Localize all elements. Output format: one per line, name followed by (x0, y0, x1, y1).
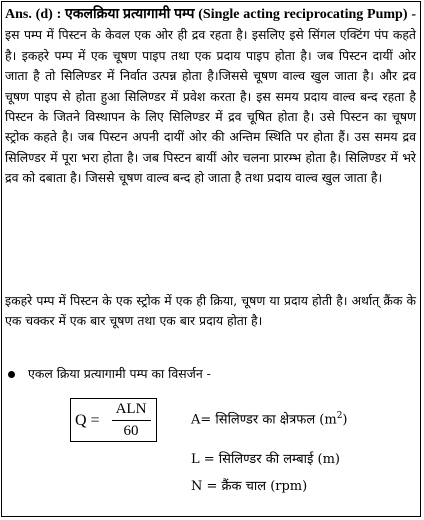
formula-box (70, 398, 157, 442)
bullet-item (5, 364, 211, 384)
answer-dash: - (407, 7, 416, 22)
formula-denominator: 60 (123, 423, 139, 439)
answer-paragraph-1 (5, 4, 416, 189)
answer-paragraph-2: इकहरे पम्प में पिस्टन के एक स्ट्रोक में एक ही क्रिया, चूषण या प्रदाय होती है। अर्थात् क्रैंक के एक चक्कर में एक बार चूषण तथा एक बार प्रदाय होता है। (5, 293, 416, 329)
legend-area-sup: 2 (336, 411, 343, 421)
legend-speed: N = क्रैंक चाल (rpm) (191, 479, 308, 494)
formula-lhs: Q = (75, 412, 100, 429)
bullet-icon (8, 371, 15, 378)
answer-label: Ans. (d) : एकलक्रिया प्रत्यागामी पम्प (Single acting reciprocating Pump) (5, 7, 408, 22)
legend-area-close: ) (342, 412, 348, 428)
answer-body-1: इस पम्प में पिस्टन के केवल एक ओर ही द्रव रहता है। इसलिए इसे सिंगल एक्टिंग पंप कहते है। इकहरे पम्प में एक चूषण पाइप तथा एक प्रदाय पाइप होता है। जब पिस्टन दायीं ओर जाता है तो सिलिण्डर में निर्वात उत्पन्न होता है।जिससे चूषण वाल्व खुल जाता है। और द्रव चूषण पाइप से होता हुआ सिलिण्डर में प्रवेश करता है। इस समय प्रदाय वाल्व बन्द रहता है पिस्टन के जितने विस्थापन के लिए सिलिण्डर में द्रव चूषित होता है। उसे पिस्टन का चूषण स्ट्रोक कहते है। जब पिस्टन अपनी दायीं ओर की अन्तिम स्थिति पर होता हैं। उस समय द्रव सिलिण्डर में पूरा भरा होता है। जब पिस्टन बायीं ओर चलना प्रारम्भ होता है। सिलिण्डर में भरे द्रव को दबाता है। जिससे चूषण वाल्व बन्द हो जाता है तथा प्रदाय वाल्व खुल जाता है। (5, 27, 416, 186)
formula-numerator: ALN (115, 401, 147, 417)
legend-area (191, 407, 348, 429)
legend-length: L = सिलिण्डर की लम्बाई (m) (191, 452, 341, 467)
bullet-text: एकल क्रिया प्रत्यागामी पम्प का विसर्जन - (28, 366, 211, 381)
fraction-bar (112, 420, 151, 421)
legend-area-text: A= सिलिण्डर का क्षेत्रफल (m (191, 412, 337, 428)
